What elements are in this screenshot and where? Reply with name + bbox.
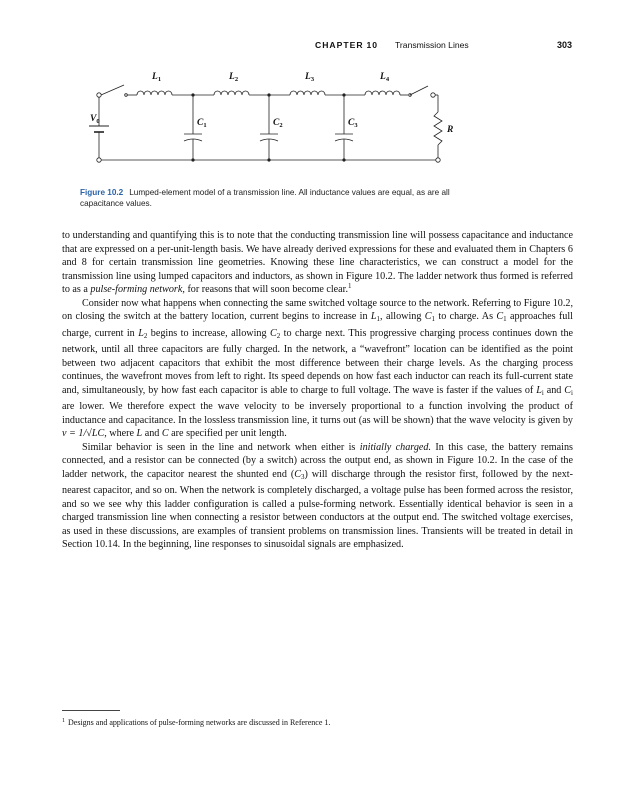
page-number: 303 bbox=[556, 40, 572, 50]
label-l2: $L_2$ bbox=[229, 72, 239, 83]
footnote: $^1$ Designs and applications of pulse-forming networks are discussed in Reference 1. bbox=[62, 718, 331, 727]
caption-label: Figure 10.2 bbox=[80, 188, 124, 197]
inductor-l2 bbox=[214, 91, 249, 95]
label-r: R bbox=[447, 125, 454, 135]
label-c3: $C_3$ bbox=[348, 118, 358, 129]
paragraph-2: Consider now what happens when connecting the same switched voltage source to the network. Referring to Figure 10.2, on closing the switch at the battery location, current begins to increase in $L_1$, allowing $C_1$ to charge. As $C_1$ approaches full charge, current in $L_2$ begins to increase, allowing $C_2$ to charge next. This progressive charging process continues down the network, until all three capacitors are fully charged. In the network, a “wavefront” location can be identified as the point between two adjacent capacitors that exhibit the most difference between their charge levels. As the charging process continues, the wavefront moves from left to right. Its speed depends on how fast each inductor can reach its full-current state and, simultaneously, by how fast each capacitor is able to charge to full voltage. The wave is faster if the values of $L_i$ and $C_i$ are lower. We therefore expect the wave velocity to be inversely proportional to a function involving the product of inductance and capacitance. In the lossless transmission line, it turns out (as will be shown) that the wave velocity is given by ν = 1/√LC, where L and C are specified per unit length. bbox=[62, 297, 573, 439]
velocity-equation: ν = 1/√LC bbox=[62, 428, 105, 439]
label-c1: $C_1$ bbox=[197, 118, 207, 129]
paragraph-1: to understanding and quantifying this is to note that the conducting transmission line will possess capacitance and inductance that are expressed on a per-unit-length basis. We have already derived expressions for these and evaluated them in Chapters 6 and 8 for certain transmission line geometries. Knowing these line characteristics, we can construct a model for the transmission line using lumped capacitors and inductors, as shown in Figure 10.2. The ladder network thus formed is referred to as a pulse-forming network, for reasons that will soon become clear.$^1$ bbox=[62, 230, 573, 295]
inductor-l3 bbox=[290, 91, 325, 95]
chapter-title: Transmission Lines bbox=[395, 40, 469, 50]
input-switch bbox=[101, 85, 124, 95]
footnote-divider bbox=[62, 710, 120, 711]
inductor-l1 bbox=[137, 91, 172, 95]
switch-terminal-left bbox=[97, 93, 101, 97]
ladder-network-figure bbox=[80, 66, 460, 184]
inductor-l4 bbox=[365, 91, 400, 95]
paragraph-3: Similar behavior is seen in the line and network when either is initially charged. In this case, the battery remains connected, and a resistor can be connected (by a switch) across the output end, as shown in Figure 10.2. In the case of the ladder network, the capacitor nearest the shunted end $(C_3)$ will discharge through the resistor first, followed by the next-nearest capacitor, and so on. When the network is completely discharged, a voltage pulse has been formed across the resistor, and so we see why this ladder configuration is called a pulse-forming network. Essentially identical behavior is seen in a charged transmission line when connecting a resistor between conductors at the output end. The switched voltage exercises, as used in these discussions, are examples of transient problems on transmission lines. Transients will be treated in detail in Section 10.14. In the beginning, line responses to sinusoidal signals are emphasized. bbox=[62, 441, 573, 550]
footnote-ref: 1 bbox=[347, 282, 352, 290]
resistor-r bbox=[434, 112, 442, 145]
label-l1: $L_1$ bbox=[152, 72, 162, 83]
output-switch bbox=[410, 86, 428, 95]
chapter-label: CHAPTER 10 bbox=[315, 40, 378, 50]
label-l3: $L_3$ bbox=[305, 72, 315, 83]
label-c2: $C_2$ bbox=[273, 118, 283, 129]
body-text bbox=[62, 229, 573, 552]
running-head bbox=[62, 40, 572, 54]
label-l4: $L_4$ bbox=[380, 72, 390, 83]
figure-caption bbox=[80, 187, 480, 210]
caption-text: Lumped-element model of a transmission line. All inductance values are equal, as are all capacitance values. bbox=[80, 188, 450, 209]
circuit-diagram bbox=[80, 66, 460, 184]
label-v0: $V_0$ bbox=[90, 114, 100, 125]
